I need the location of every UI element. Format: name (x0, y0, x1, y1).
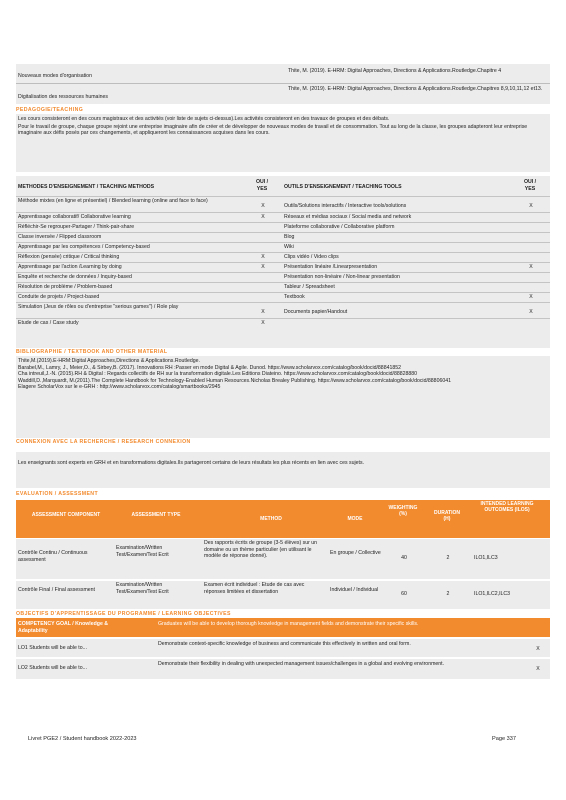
tool-label: Présentation non-linéaire / Non-linear presentation (284, 274, 400, 280)
eval-header-mode: MODE (347, 516, 363, 522)
objectives-title: OBJECTIFS D'APPRENTISSAGE DU PROGRAMME / LEARNING OBJECTIVES (16, 611, 231, 617)
competency-goal-label: COMPETENCY GOAL / Knowledge & Adaptability (18, 621, 109, 634)
eval-header-weight: WEIGHTING (%) (388, 505, 418, 518)
objective-row-1-text: Demonstrate context-specific knowledge of business and communicate this effectively in written and oral form. (158, 641, 411, 647)
competency-goal-text: Graduates will be able to develop thorough knowledge in management fields and demonstrate their specific skills. (158, 621, 419, 627)
bib-line-1: Thite,M.(2019).E-HRM:Digital Approaches,Directions & Applications.Routledge. (18, 358, 200, 364)
method-check: X (261, 309, 265, 315)
eval-row-1-ilo: ILO1,ILC3 (474, 555, 498, 561)
footer-page: Page 337 (492, 736, 516, 742)
method-label: Résolution de problème / Problem-based (18, 284, 113, 290)
pedagogie-paragraph-2: Pour le travail de groupe, chaque groupe rejoint une entreprise imaginaire afin de créer et de développer de nouveaux modes de travail et de consommation. Tout au long de la classe, les groupes adapteront leur entreprise imaginaire aux défis posés par ces changements, et appliqueront les connaissances acquises dans les cours. (18, 123, 528, 136)
connexion-text: Les enseignants sont experts en GRH et en transformations digitales.Ils partageront certains de leurs résultats les plus récents en lien avec ces sujets. (18, 460, 365, 466)
method-label: Réfléchir-Se regrouper-Partager / Think-pair-share (18, 224, 135, 230)
methods-header-oui-left: OUI / YES (255, 179, 269, 192)
method-check: X (261, 264, 265, 270)
tool-label: Documents papier/Handout (284, 309, 348, 315)
method-label: Conduite de projets / Project-based (18, 294, 100, 300)
tool-label: Réseaux et médias sociaux / Social media and network (284, 214, 412, 220)
methods-header-left: METHODES D'ENSEIGNEMENT / TEACHING METHODS (18, 184, 155, 190)
tool-label: Wiki (284, 244, 294, 250)
connexion-body (16, 452, 550, 488)
top-row-1-right: Thite, M. (2019). E-HRM: Digital Approaches, Directions & Applications.Routledge.Chapitre 4 (288, 68, 502, 74)
methods-row (16, 302, 550, 318)
bibliography-title: BIBLIOGRAPHIE / TEXTBOOK AND OTHER MATERIAL (16, 349, 168, 355)
tool-label: Présentation linéaire /Linearpresentation (284, 264, 378, 270)
eval-row-2-component: Contrôle Final / Final assessment (18, 587, 95, 593)
evaluation-title: EVALUATION / ASSESSMENT (16, 491, 99, 497)
tool-label: Plateforme collaborative / Collaborative platform (284, 224, 395, 230)
objective-row-2-text: Demonstrate their flexibility in dealing with unexpected management issues/challenges in a global and evolving environment. (158, 661, 445, 667)
tool-check: X (529, 309, 533, 315)
eval-row-1-type: Examination/Written Test/Examen/Test Ecrit (116, 545, 169, 558)
eval-row-1-weight: 40 (401, 555, 407, 561)
eval-row-2-duration: 2 (446, 591, 450, 597)
tool-check: X (529, 294, 533, 300)
pedagogie-body (16, 114, 550, 172)
method-label: Apprentissage par l'action /Learning by doing (18, 264, 122, 270)
methods-row (16, 242, 550, 252)
eval-row-1-duration: 2 (446, 555, 450, 561)
pedagogie-title: PEDAGOGIE/TEACHING (16, 107, 84, 113)
eval-row-1-component: Contrôle Continu / Continuous assessment (18, 550, 88, 563)
objective-row-1-check: X (536, 646, 540, 652)
footer-left: Livret PGE2 / Student handbook 2022-2023 (28, 736, 137, 742)
pedagogie-paragraph-1: Les cours consisteront en des cours magistraux et des activités (voir liste de sujets ci-dessus).Les activités consisteront en des travaux de groupes et des débats. (18, 116, 390, 122)
eval-header-method: METHOD (260, 516, 282, 522)
objective-row-2-code: LO2 Students will be able to... (18, 665, 87, 671)
evaluation-row-1 (16, 539, 550, 579)
eval-header-ilo: INTENDED LEARNING OUTCOMES (ILOS) (480, 501, 534, 514)
tool-check: X (529, 203, 533, 209)
eval-header-duration: DURATION (H) (433, 510, 460, 523)
tool-check: X (529, 264, 533, 270)
method-label: Etude de cas / Case study (18, 320, 79, 326)
methods-header-right: OUTILS D'ENSEIGNEMENT / TEACHING TOOLS (284, 184, 402, 190)
evaluation-header-row (16, 500, 550, 538)
eval-header-component: ASSESSMENT COMPONENT (31, 512, 101, 518)
methods-row (16, 272, 550, 282)
eval-row-2-ilo: ILO1,ILC2,ILC3 (474, 591, 511, 597)
eval-header-type: ASSESSMENT TYPE (131, 512, 181, 518)
tool-label: Blog (284, 234, 295, 240)
methods-row (16, 252, 550, 262)
methods-row (16, 262, 550, 272)
top-references (16, 64, 550, 104)
method-check: X (261, 203, 265, 209)
connexion-title: CONNEXION AVEC LA RECHERCHE / RESEARCH CONNEXION (16, 439, 191, 445)
method-label: Enquête et recherche de données / Inquiry-based (18, 274, 132, 280)
methods-header-oui-right: OUI / YES (523, 179, 537, 192)
method-check: X (261, 214, 265, 220)
eval-row-2-weight: 60 (401, 591, 407, 597)
bib-line-2: Barabel,M., Lamry, J., Meier,O., & Sirbey,B. (2017). Innovations RH :Passer en mode Digital & Agile. Dunod. https://www.scholarvox.com/catalog/book/docid/88841852 (18, 364, 402, 371)
method-label: Simulation (Jeux de rôles ou d'entreprise "serious games") / Role play (18, 304, 179, 310)
eval-row-1-mode: En groupe / Collective (330, 550, 381, 556)
bib-line-5: Elagere ScholarVox sur le e-GRH : http://www.scholarvox.com/catalog/smartbooks/2945 (18, 384, 221, 390)
eval-row-2-method: Examen écrit individuel : Etude de cas avec réponses limitées et dissertation (204, 582, 305, 595)
methods-table (16, 176, 550, 348)
tool-label: Clips vidéo / Video clips (284, 254, 339, 260)
method-label: Apprentissage collaboratif/ Collaborative learning (18, 214, 131, 220)
objective-row-2 (16, 659, 550, 679)
method-check: X (261, 254, 265, 260)
top-row-1-left: Nouveaux modes d'organisation (18, 73, 92, 79)
method-label: Réflexion (pensée) critique / Critical thinking (18, 254, 120, 260)
divider (16, 83, 550, 84)
bibliography-body (16, 356, 550, 438)
methods-row (16, 232, 550, 242)
method-label: Classe inversée / Flipped classroom (18, 234, 102, 240)
top-row-2-right: Thite, M. (2019). E-HRM: Digital Approaches, Directions & Applications.Routledge.Chapitres 8,9,10,11,12 et13. (288, 86, 543, 92)
tool-label: Outils/Solutions interactifs / Interactive tools/solutions (284, 203, 407, 209)
top-row-2-left: Digitalisation des ressources humaines (18, 94, 108, 100)
eval-row-2-type: Examination/Written Test/Examen/Test Ecrit (116, 582, 169, 595)
objective-row-1 (16, 639, 550, 657)
tool-label: Textbook (284, 294, 305, 300)
methods-row (16, 282, 550, 292)
evaluation-row-2 (16, 581, 550, 609)
objective-row-1-code: LO1 Students will be able to... (18, 645, 87, 651)
methods-row (16, 222, 550, 232)
method-label: Apprentissage par les compétences / Competency-based (18, 244, 150, 250)
tool-label: Tableur / Spreadsheet (284, 284, 335, 290)
methods-row (16, 292, 550, 302)
method-label: Méthode mixtes (en ligne et présentiel) / Blended learning (online and face to face) (18, 198, 208, 204)
eval-row-1-method: Des rapports écrits de groupe (3-5 élèves) sur un domaine ou un thème particulier (en utilisant le modèle de réponse donné). (204, 540, 318, 559)
methods-row (16, 212, 550, 222)
methods-row (16, 318, 550, 328)
method-check: X (261, 320, 265, 326)
eval-row-2-mode: Individuel / Individual (330, 587, 379, 593)
competency-goal-row (16, 618, 550, 637)
objective-row-2-check: X (536, 666, 540, 672)
bib-line-3: Cha intreuil,J.-N. (2015).RH & Digital : Regards collectifs de RH sur la transformation digitale.Les Editions Diateino. https://www.scholarvox.com/catalog/book/docid/88828880 (18, 371, 418, 377)
bib-line-4: Waddill,D.,Marquardt, M.(2011).The Complete Handbook for Technology-Enabled Human Resources.Nicholas Brealey Publishing. https://www.scholarvox.com/catalog/book/docid/88806041 (18, 377, 451, 384)
methods-row (16, 196, 550, 212)
